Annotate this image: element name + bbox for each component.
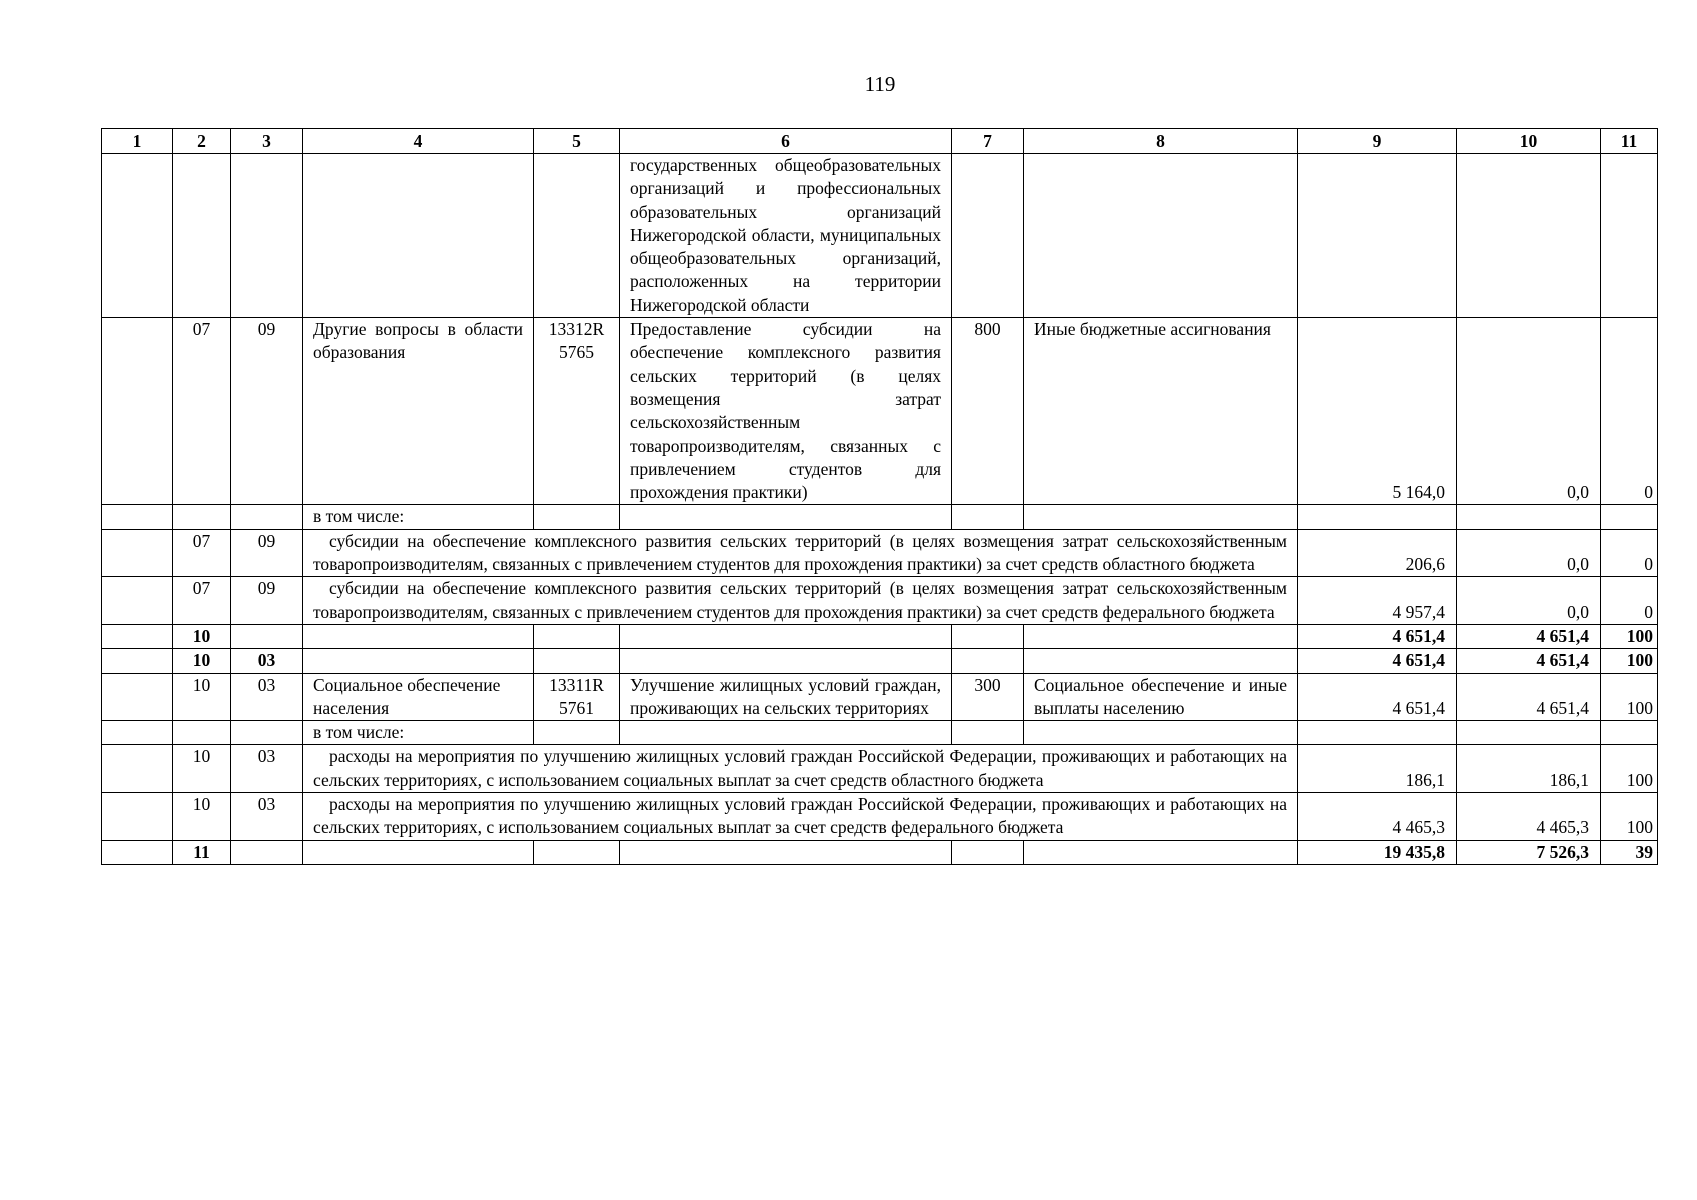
table-row	[102, 154, 1658, 318]
cell-value-9: 4 651,4	[1298, 649, 1457, 673]
cell-subsection: 03	[231, 673, 303, 721]
table-row	[102, 840, 1658, 864]
cell-value-9: 4 957,4	[1298, 577, 1457, 625]
cell-section: 10	[173, 624, 231, 648]
table-row	[102, 318, 1658, 505]
cell-section: 11	[173, 840, 231, 864]
cell-value-10: 186,1	[1457, 745, 1601, 793]
table-row	[102, 793, 1658, 841]
cell-section: 07	[173, 577, 231, 625]
cell-description: государственных общеобразовательных организаций и профессиональных образовательных организаций Нижегородской области, муниципальных общеобразовательных организаций, расположенных на территории Нижегородской области	[620, 154, 952, 318]
col-header-6: 6	[620, 129, 952, 154]
cell-expense-type-name: Иные бюджетные ассигнования	[1024, 318, 1298, 505]
cell-subitem-text: субсидии на обеспечение комплексного развития сельских территорий (в целях возмещения затрат сельскохозяйственным товаропроизводителям, связанных с привлечением студентов для прохождения практики) за счет средств областного бюджета	[303, 529, 1298, 577]
col-header-10: 10	[1457, 129, 1601, 154]
cell-expense-type-name: Социальное обеспечение и иные выплаты населению	[1024, 673, 1298, 721]
table-row	[102, 673, 1658, 721]
cell-target-code: 13311R 5761	[534, 673, 620, 721]
budget-table	[101, 128, 1658, 865]
col-header-4: 4	[303, 129, 534, 154]
cell-section: 10	[173, 673, 231, 721]
cell-subitem-text: расходы на мероприятия по улучшению жилищных условий граждан Российской Федерации, проживающих и работающих на сельских территориях, с использованием социальных выплат за счет средств федерального бюджета	[303, 793, 1298, 841]
cell-subitem-text: расходы на мероприятия по улучшению жилищных условий граждан Российской Федерации, проживающих и работающих на сельских территориях, с использованием социальных выплат за счет средств областного бюджета	[303, 745, 1298, 793]
page-number: 119	[864, 72, 896, 96]
table-row	[102, 624, 1658, 648]
cell-including-label: в том числе:	[303, 721, 534, 745]
cell-percent: 39	[1601, 840, 1658, 864]
table-row	[102, 529, 1658, 577]
cell-percent: 100	[1601, 649, 1658, 673]
cell-subsection: 03	[231, 793, 303, 841]
cell-value-9: 186,1	[1298, 745, 1457, 793]
cell-percent: 0	[1601, 529, 1658, 577]
cell-section: 07	[173, 529, 231, 577]
col-header-3: 3	[231, 129, 303, 154]
cell-value-9: 5 164,0	[1298, 318, 1457, 505]
cell-value-9: 4 651,4	[1298, 673, 1457, 721]
cell-percent: 0	[1601, 577, 1658, 625]
col-header-8: 8	[1024, 129, 1298, 154]
cell-subsection: 03	[231, 745, 303, 793]
cell-subsection: 09	[231, 529, 303, 577]
cell-percent: 100	[1601, 624, 1658, 648]
cell-value-10: 4 651,4	[1457, 649, 1601, 673]
cell-percent: 100	[1601, 673, 1658, 721]
cell-section: 10	[173, 793, 231, 841]
cell-value-10: 0,0	[1457, 318, 1601, 505]
col-header-2: 2	[173, 129, 231, 154]
table-row	[102, 649, 1658, 673]
cell-name: Социальное обеспечение населения	[303, 673, 534, 721]
cell-value-10: 0,0	[1457, 577, 1601, 625]
cell-subsection: 09	[231, 318, 303, 505]
cell-including-label: в том числе:	[303, 505, 534, 529]
table-row	[102, 577, 1658, 625]
cell-value-10: 4 465,3	[1457, 793, 1601, 841]
cell-value-10: 0,0	[1457, 529, 1601, 577]
cell-subsection: 09	[231, 577, 303, 625]
cell-percent: 0	[1601, 318, 1658, 505]
col-header-5: 5	[534, 129, 620, 154]
cell-description: Предоставление субсидии на обеспечение комплексного развития сельских территорий (в целях возмещения затрат сельскохозяйственным товаропроизводителям, связанных с привлечением студентов для прохождения практики)	[620, 318, 952, 505]
header-row	[102, 129, 1658, 154]
cell-value-9: 4 465,3	[1298, 793, 1457, 841]
cell-value-10: 4 651,4	[1457, 624, 1601, 648]
cell-expense-type-code: 300	[952, 673, 1024, 721]
cell-target-code: 13312R 5765	[534, 318, 620, 505]
cell-subitem-text: субсидии на обеспечение комплексного развития сельских территорий (в целях возмещения затрат сельскохозяйственным товаропроизводителям, связанных с привлечением студентов для прохождения практики) за счет средств федерального бюджета	[303, 577, 1298, 625]
cell-percent: 100	[1601, 793, 1658, 841]
cell-section: 10	[173, 649, 231, 673]
cell-section: 10	[173, 745, 231, 793]
cell-description: Улучшение жилищных условий граждан, проживающих на сельских территориях	[620, 673, 952, 721]
table-row	[102, 505, 1658, 529]
cell-value-10: 4 651,4	[1457, 673, 1601, 721]
col-header-9: 9	[1298, 129, 1457, 154]
col-header-7: 7	[952, 129, 1024, 154]
col-header-11: 11	[1601, 129, 1658, 154]
cell-value-9: 4 651,4	[1298, 624, 1457, 648]
cell-value-9: 19 435,8	[1298, 840, 1457, 864]
cell-name: Другие вопросы в области образования	[303, 318, 534, 505]
cell-subsection: 03	[231, 649, 303, 673]
cell-value-9: 206,6	[1298, 529, 1457, 577]
table-row	[102, 745, 1658, 793]
cell-value-10: 7 526,3	[1457, 840, 1601, 864]
cell-section: 07	[173, 318, 231, 505]
cell-expense-type-code: 800	[952, 318, 1024, 505]
cell-percent: 100	[1601, 745, 1658, 793]
table-row	[102, 721, 1658, 745]
col-header-1: 1	[102, 129, 173, 154]
